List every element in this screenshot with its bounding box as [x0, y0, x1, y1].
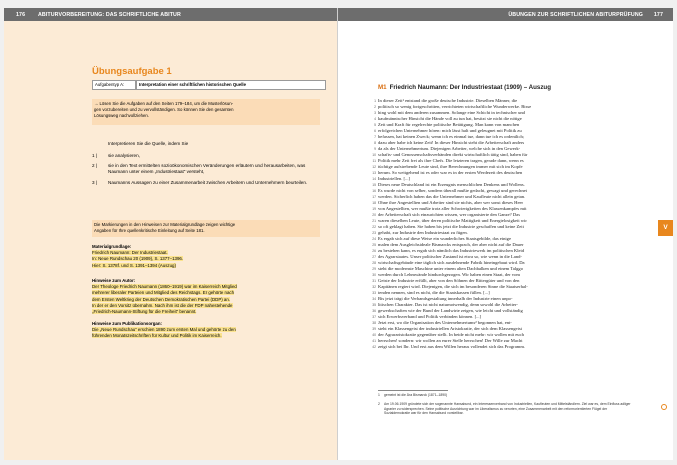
- source-line-text: Es ergab sich auf diese Weise ein wunderliches Staatsgebilde, das einige: [378, 236, 512, 241]
- left-running-title: ABITURVORBEREITUNG: DAS SCHRIFTLICHE ABITUR: [38, 11, 181, 18]
- material-line: Friedrich Naumann: Der Industriestaat.: [92, 250, 168, 256]
- source-line-text: da als der Unternehmertum. Diejenigen Arbeiter, welche sich in den Gewerk-: [378, 146, 521, 151]
- left-page: [4, 8, 337, 460]
- line-number: 7: [374, 135, 376, 139]
- source-line-text: herum. So weitgehend ist es oder war es in der ersten Werdezeit des deutschen: [378, 170, 523, 175]
- line-number: 25: [372, 243, 376, 247]
- line-number: 11: [372, 159, 376, 163]
- right-page-header: [338, 8, 673, 21]
- task-item-text: sie analysieren,: [108, 153, 140, 158]
- line-number: 34: [372, 297, 376, 301]
- markings-hint: [92, 220, 320, 237]
- line-number: 20: [372, 213, 376, 217]
- publication-line: führenden Monatszeitschriften für Kultur und Politik im Kaiserreich.: [92, 333, 222, 339]
- source-line-text: tenden nennen, sind es nicht, die die Staatskassen füllen. [...]: [378, 290, 490, 295]
- publication-section: [92, 321, 322, 340]
- line-number: 32: [372, 285, 376, 289]
- source-line-text: steht ein Klassengeist der industriellen Aristokratie, der sich dem Klassengeist: [378, 326, 522, 331]
- right-page: [338, 8, 673, 460]
- source-line-text: herrschen! sondern: wir wollen an eurer Stelle herrschen! Der Wille zur Macht: [378, 338, 523, 343]
- exercise-title: Übungsaufgabe 1: [92, 66, 172, 77]
- source-line-text: so oft geklagt haben. Sie haben bis jetzt die Industrie geschaffen und keine Zeit: [378, 224, 524, 229]
- source-line-text: Industriellen. [...]: [378, 176, 411, 181]
- left-page-number: 176: [16, 11, 26, 18]
- source-text: [372, 98, 633, 350]
- line-number: 38: [372, 321, 376, 325]
- line-number: 12: [372, 165, 376, 169]
- source-line-text: hing wohl mit dem anderen zusammen. Solange eine Schicht in technischer und: [378, 110, 525, 115]
- instruction-intro: Interpretieren Sie die Quelle, indem Sie: [108, 141, 189, 146]
- source-line-text: In dieser Zeit¹ entstand die große deutsche Industrie. Dieselben Männer, die: [378, 98, 518, 103]
- line-number: 35: [372, 303, 376, 307]
- source-line-text: werden durch Lehmwände hindurchgezogen. Wir haben einen Staat, der vom: [378, 272, 520, 277]
- line-number: 26: [372, 249, 376, 253]
- source-line-text: steht die modernste Maschine unter einem alten Dachbalken und einem Talggo: [378, 266, 524, 271]
- line-number: 6: [374, 129, 376, 133]
- source-line-text: Ohne ihre Angestellten und Arbeiter sind sie nichts, aber wer sonst dieses Heer: [378, 200, 524, 205]
- author-heading: Hinweise zum Autor:: [92, 278, 136, 283]
- line-number: 37: [372, 315, 376, 319]
- line-number: 8: [374, 141, 376, 145]
- material-heading: Materialgrundlage:: [92, 244, 132, 249]
- task-type-title: Interpretation einer schriftlichen historischen Quelle: [136, 80, 326, 90]
- right-running-title: ÜBUNGEN ZUR SCHRIFTLICHEN ABITURPRÜFUNG: [508, 11, 643, 18]
- source-line-text: der Agrararistokratie gegenüber stellt. In beide nicht mehr: wir wollen mit euch: [378, 332, 524, 337]
- task-type-tag: Aufgabentyp A:: [92, 80, 136, 90]
- author-line: „Friedrich-Naumann-Stiftung für die Freiheit“ benannt.: [92, 309, 197, 315]
- source-line-text: erfolgreichen Unternehmer hören: mich lässt halt und geleugnet mit Politik zu: [378, 128, 522, 133]
- note-line: → Lösen Sie die Aufgaben auf den Seiten 179–184, um die Musterlösun-: [94, 100, 234, 106]
- source-line-text: tüchtige aufstrebende Leute sind, ihre Berechnungen immer mit sich im Kopfe: [378, 164, 523, 169]
- note-line: Lösungsweg nachvollziehen.: [94, 113, 149, 119]
- right-page-number: 177: [653, 11, 663, 18]
- line-number: 9: [374, 147, 376, 151]
- line-number: 15: [372, 183, 376, 187]
- author-line: Der Theologe Friedrich Naumann (1860–1919) war im Kaiserreich Mitglied: [92, 284, 237, 290]
- hint-line: Angaben für Ihre quellenkritische Einleitung auf Seite 181.: [94, 227, 205, 233]
- source-line-text: kaufmännischer Hinsicht die Hände voll zu tun hat, besitzt sie nicht die nötige: [378, 116, 522, 121]
- author-section: [92, 278, 322, 315]
- task-item: [92, 180, 322, 186]
- task-item: [92, 153, 322, 159]
- line-number: 19: [372, 207, 376, 211]
- source-line-text: sich Erwerbsverband und Politik verbinden können. [...]: [378, 314, 482, 319]
- note-line: gen vorzubereiten und zu vervollständigen. So können Sie den gesamten: [94, 106, 234, 112]
- hint-line: Die Markierungen in den Hinweisen zur Materialgrundlage zeigen wichtige: [94, 221, 236, 227]
- source-line-text: gehabt, zur Industrie den Industriestaat zu fügen.: [378, 230, 468, 235]
- task-item: [92, 163, 322, 175]
- source-line-text: Es wurde nicht von selber, sondern überall mußte gedacht, gewagt und gerechnet: [378, 188, 527, 193]
- footnote-number: 2: [378, 402, 380, 406]
- source-line-text: der Arbeiterschaft sich einzurichten wissen, wer organisierte den Ganze? Das: [378, 212, 521, 217]
- source-line-text: Geiste der Industrie erfüllt, aber von den Söhnen der Rittergüter und von den: [378, 278, 520, 283]
- source-line-text: von Angestellten, wer mußte trotz aller Schwierigkeiten des Klassenkampfes mit: [378, 206, 527, 211]
- footnote: [378, 402, 633, 416]
- source-title: [378, 84, 551, 91]
- line-number: 30: [372, 273, 376, 277]
- line-number: 21: [372, 219, 376, 223]
- preparation-note: [92, 99, 320, 125]
- source-line-text: malen dem Ausgleichsideale Bismarcks entsprach, der aber nicht auf die Dauer: [378, 242, 524, 247]
- source-line-text: waren dieselben Leute, über deren politische Mattigkeit und Energielosigkeit wir: [378, 218, 527, 223]
- line-number: 13: [372, 171, 376, 175]
- author-line: mehrerer liberaler Parteien und Mitglied des Reichstags. Er gehörte nach: [92, 290, 235, 296]
- task-type-row: [92, 80, 324, 89]
- line-number: 16: [372, 189, 376, 193]
- page-corner-mark: [661, 404, 667, 410]
- footnote-number: 1: [378, 393, 380, 397]
- line-number: 17: [372, 195, 376, 199]
- footnote-text: gemeint ist die Ära Bismarck (1871–1890): [384, 393, 448, 397]
- source-line-text: gewerkschaften wie der Bund der Landwirte zeigen, wie leicht und vollständig: [378, 308, 523, 313]
- line-number: 2: [374, 105, 376, 109]
- footnote: [378, 393, 633, 398]
- line-number: 22: [372, 225, 376, 229]
- task-item-number: 3 |: [92, 179, 98, 185]
- line-number: 3: [374, 111, 376, 115]
- task-items: [92, 153, 322, 190]
- line-number: 4: [374, 117, 376, 121]
- publication-heading: Hinweise zum Publikationsorgan:: [92, 321, 163, 326]
- line-number: 18: [372, 201, 376, 205]
- author-line: In der er den Vorsitz übernahm. Nach ihm ist die der FDP nahestehende: [92, 302, 233, 308]
- source-label: M1: [378, 84, 387, 91]
- chapter-side-tab[interactable]: V: [658, 220, 673, 236]
- source-line-text: schafts- und Genossenschaftsverbänden direkt wirtschaftlich tätig sind, haben für: [378, 152, 528, 157]
- source-title-text: Friedrich Naumann: Der Industriestaat (1909) – Auszug: [389, 84, 551, 91]
- footnote-text: Am 19.06.1909 gründete sich der sogenannte Hansabund, ein Interessenverband von Industriellen, Kaufleuten und Mittelständlern. Ziel war es, dem Einfluss adliger Agrarier zu widersprechen. Seine politische Ausrichtung war im Liberalismus zu verorten, eine Zusammenarbeit mit den reformorientierten Flügel der Sozialdemokratie war für den Hansabund vorstellbar.: [384, 402, 631, 416]
- line-number: 23: [372, 231, 376, 235]
- material-line: In: Neue Rundschau 20 (1909), S. 1377–1396.: [92, 256, 184, 262]
- line-number: 28: [372, 261, 376, 265]
- line-number: 27: [372, 255, 376, 259]
- source-line: [372, 344, 633, 350]
- task-item-text: Naumanns Aussagen zu einer Zusammenarbeit zwischen Arbeitern und Unternehmern beurteilen.: [108, 179, 308, 185]
- footnote-rule: [378, 390, 448, 391]
- task-item-text: sie in den Text ermittelten sozioökonomischen Veränderungen erläutern und herausarbeiten, was Naumann unter einem „Industriestaat“ versteht,: [108, 163, 306, 175]
- line-number: 39: [372, 327, 376, 331]
- line-number: 40: [372, 333, 376, 337]
- source-line-text: Kapitänen regiert wird. Diejenigen, die sich im besonderen Sinne die Staatserhal-: [378, 284, 528, 289]
- author-line: dem Ersten Weltkrieg der Deutschen Demokratischen Partei (DDP) an.: [92, 296, 231, 302]
- source-line-text: Dieses neue Deutschland ist ein Erzeugnis menschlichen Denkens und Wollens.: [378, 182, 525, 187]
- line-number: 14: [372, 177, 376, 181]
- line-number: 29: [372, 267, 376, 271]
- source-line-text: Zeit und Kraft für regelrechte politische Betätigung. Man kann von manchen: [378, 122, 520, 127]
- material-section: [92, 244, 322, 269]
- line-number: 10: [372, 153, 376, 157]
- line-number: 31: [372, 279, 376, 283]
- line-number: 33: [372, 291, 376, 295]
- source-line-text: zu bestehen kann, es ergab sich nämlich das Industriewerk im politischen Kleid: [378, 248, 525, 253]
- line-number: 5: [374, 123, 376, 127]
- task-item-number: 2 |: [92, 163, 98, 169]
- line-number: 41: [372, 339, 376, 343]
- source-line-text: Jetzt erst, wo die Organisation des Unternehmertums² begonnen hat, ent-: [378, 320, 512, 325]
- source-line-text: befassen, hat keinen Zweck; wenn ich es einmal tue, dann tue ich es ordentlich;: [378, 134, 525, 139]
- source-line-text: Bis jetzt trägt die Verbandsgestaltung innerhalb der Industrie einen unpo-: [378, 296, 513, 301]
- line-number: 24: [372, 237, 376, 241]
- line-number: 36: [372, 309, 376, 313]
- source-line-text: des Agrarstaates. Unser politischer Zustand ist etwa so, wie wenn in die Land-: [378, 254, 522, 259]
- source-line-text: dazu aber habe ich keine Zeit! In dieser Hinsicht steht die Arbeiterschaft anders: [378, 140, 525, 145]
- publication-line: Die „Neue Rundschau“ erschien 1890 zum ersten Mal und gehörte zu den: [92, 327, 236, 333]
- task-item-number: 1 |: [92, 153, 98, 158]
- source-line-text: wirtschaftsgebäude eine täglich sich ausdehnende Fabrik hineingebaut wird. Da: [378, 260, 525, 265]
- source-line-text: litischen Charakter. Das ist nicht naturnotwendig, denn sowohl die Arbeiter-: [378, 302, 518, 307]
- line-number: 1: [374, 99, 376, 103]
- source-line-text: zeigt sich bei Ihr. Und erst aus dem Willen heraus vollendet sich das Programm.: [378, 344, 526, 349]
- source-line-text: Politik mehr Zeit frei als ihre Chefs. Die letzteren tragen, gerade dann, wenn es: [378, 158, 524, 163]
- line-number: 42: [372, 345, 376, 349]
- source-line-text: werden. Sicherlich haben das die Unternehmer und Kaufleute nicht allein getan.: [378, 194, 526, 199]
- source-line-text: politisch so wenig fortgeschritten, verrichteten wirtschaftliche Wunderwerke. Bisse: [378, 104, 532, 109]
- material-line: Hier: S. 1378f. und S. 1391–1394 (Auszug): [92, 262, 176, 268]
- left-page-header: [4, 8, 337, 21]
